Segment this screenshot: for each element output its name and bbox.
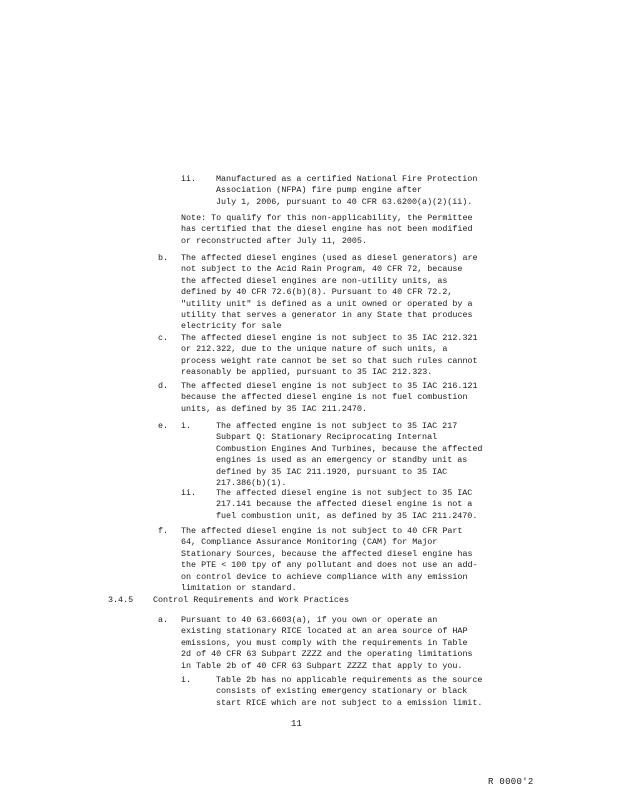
text-line: The affected diesel engine is not subject to 35 IAC 216.121: [181, 381, 478, 391]
item-f-label: f.: [158, 526, 169, 536]
section-item-a-i-text: [216, 675, 482, 709]
text-line: Combustion Engines And Turbines, because the affected: [216, 443, 483, 454]
text-line: The affected diesel engine is not subject to 35 IAC 212.321: [181, 333, 478, 343]
text-line: 64, Compliance Assurance Monitoring (CAM) for Major: [181, 537, 438, 548]
text-line: Table 2b has no applicable requirements as the source: [216, 675, 483, 685]
text-line: limitation or standard.: [181, 582, 297, 593]
text-line: Stationary Sources, because the affected diesel engine has: [181, 548, 473, 559]
text-line: not subject to the Acid Rain Program, 40 CFR 72, because: [181, 264, 463, 275]
text-line: The affected diesel engine is not subject to 40 CFR Part: [181, 526, 463, 536]
text-line: Manufactured as a certified National Fire Protection: [216, 174, 478, 184]
text-line: because the affected diesel engine is not fuel combustion: [181, 392, 468, 403]
text-line: reasonably be applied, pursuant to 35 IAC 212.323.: [181, 367, 433, 378]
text-line: or 212.322, due to the unique nature of such units, a: [181, 344, 448, 355]
item-e-i-label: i.: [181, 421, 192, 431]
text-line: start RICE which are not subject to a emission limit.: [216, 697, 483, 708]
text-line: 217.386(b)(1).: [216, 477, 287, 488]
text-line: "utility unit" is defined as a unit owned or operated by a: [181, 298, 473, 309]
section-item-a-i-label: i.: [181, 675, 192, 685]
item-c-text: [181, 333, 478, 379]
text-line: has certified that the diesel engine has not been modified: [181, 224, 473, 235]
text-line: engines is used as an emergency or standby unit as: [216, 455, 468, 466]
text-line: 2d of 40 CFR 63 Subpart ZZZZ and the operating limitations: [181, 649, 473, 660]
text-line: electricity for sale: [181, 321, 282, 332]
text-line: units, as defined by 35 IAC 211.2470.: [181, 403, 367, 414]
item-e-label: e.: [158, 421, 169, 431]
section-number: 3.4.5: [108, 595, 134, 605]
item-b-text: [181, 253, 478, 333]
item-e-ii-text: [216, 488, 477, 522]
text-line: 217.141 because the affected diesel engine is not a: [216, 499, 473, 510]
section-item-a-text: [181, 615, 473, 672]
item-d-text: [181, 381, 478, 415]
text-line: the affected diesel engines are non-utility units, as: [181, 275, 448, 286]
text-line: existing stationary RICE located at an area source of HAP: [181, 626, 468, 637]
item-b-label: b.: [158, 253, 169, 263]
note-paragraph: [181, 213, 473, 247]
text-line: emissions, you must comply with the requirements in Table: [181, 637, 468, 648]
item-a-ii-text: [216, 174, 477, 208]
text-line: or reconstructed after July 11, 2005.: [181, 235, 367, 246]
section-item-a-label: a.: [158, 615, 169, 625]
text-line: process weight rate cannot be set so that such rules cannot: [181, 355, 478, 366]
text-line: the PTE < 100 tpy of any pollutant and does not use an add-: [181, 560, 478, 571]
text-line: Note: To qualify for this non-applicability, the Permittee: [181, 213, 473, 223]
text-line: Pursuant to 40 63.6603(a), if you own or operate an: [181, 615, 438, 625]
item-e-i-text: [216, 421, 482, 489]
text-line: The affected engine is not subject to 35 IAC 217: [216, 421, 458, 431]
text-line: The affected diesel engines (used as diesel generators) are: [181, 253, 478, 263]
text-line: July 1, 2006, pursuant to 40 CFR 63.6200(a)(2)(ii).: [216, 196, 473, 207]
text-line: defined by 40 CFR 72.6(b)(8). Pursuant to 40 CFR 72.2,: [181, 287, 453, 298]
text-line: Subpart Q: Stationary Reciprocating Internal: [216, 432, 438, 443]
section-heading: Control Requirements and Work Practices: [153, 595, 350, 605]
text-line: fuel combustion unit, as defined by 35 IAC 211.2470.: [216, 510, 478, 521]
text-line: The affected diesel engine is not subject to 35 IAC: [216, 488, 473, 498]
item-f-text: [181, 526, 478, 594]
text-line: defined by 35 IAC 211.1920, pursuant to 35 IAC: [216, 466, 448, 477]
text-line: utility that serves a generator in any State that produces: [181, 309, 473, 320]
item-d-label: d.: [158, 381, 169, 391]
text-line: on control device to achieve compliance with any emission: [181, 571, 468, 582]
page-number: 11: [291, 719, 302, 729]
bates-number: R 0000'2: [488, 777, 534, 787]
text-line: consists of existing emergency stationary or black: [216, 686, 468, 697]
text-line: Association (NFPA) fire pump engine after: [216, 185, 423, 196]
item-a-ii-label: ii.: [181, 174, 197, 184]
item-c-label: c.: [158, 333, 169, 343]
text-line: in Table 2b of 40 CFR 63 Subpart ZZZZ that apply to you.: [181, 660, 463, 671]
item-e-ii-label: ii.: [181, 488, 197, 498]
